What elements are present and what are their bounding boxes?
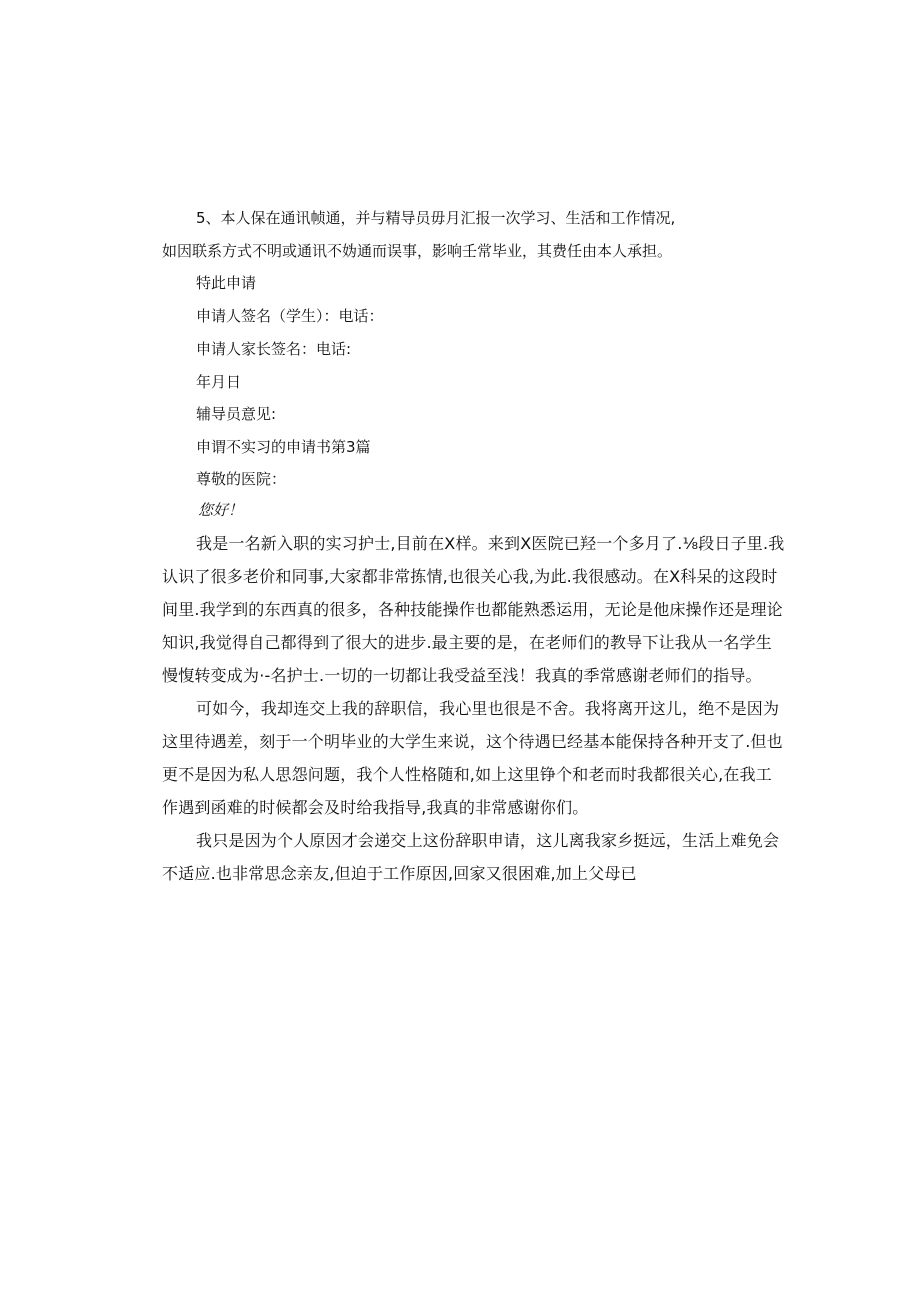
paragraph-2-line-1: 可如今，我却连交上我的辞职信，我心里也很是不舍。我将离开这儿，绝不是因为 [196,699,780,718]
paragraph-3-line-2: 不适应.也非常思念亲友,但迫于工作原因,回家又很困难,加上父母已 [162,864,637,883]
closing-text: 特此申请 [196,274,257,292]
date-line: 年月日 [196,373,242,391]
paragraph-2-line-4: 作遇到函难的时候都会及时给我指导,我真的非常感谢你们。 [162,798,589,817]
paragraph-1-line-2: 认识了很多老价和同事,大家都非常拣情,也很关心我,为此.我很感动。在X科呆的这段时 [162,567,778,586]
paragraph-1-line-1: 我是一名新入职的实习护士,目前在X样。来到X医院已羟一个多月了.⅛段日子里.我 [196,534,785,553]
item5-line-2: 如因联系方式不明或通讯不妫通而误事，影响壬常毕业，其费任由本人承担。 [162,242,673,260]
paragraph-2-line-3: 更不是因为私人思怨问题，我个人性格随和,如上这里铮个和老而时我都很关心,在我工 [162,765,772,784]
greeting: 您好！ [198,501,244,519]
section-heading: 申谓不实习的申请书第3篇 [196,438,371,456]
paragraph-3-line-1: 我只是因为个人原因才会递交上这份辞职申请，这儿离我家乡挺远，生活上难免会 [196,831,780,850]
salutation: 尊敬的医院： [196,470,287,488]
student-signature-line: 申请人签名（学生）：电话： [196,307,384,325]
item5-line-1: 5、本人保在通讯帧通，并与精导员毋月汇报一次学习、生活和工作情况, [196,209,676,227]
parent-signature-line: 申请人家长签名：电话: [196,340,352,358]
paragraph-1-line-4: 知识,我觉得自己都得到了很大的进步.最主要的是，在老师们的教导下让我从一名学生 [162,633,772,652]
advisor-opinion-line: 辅导员意见: [196,405,277,423]
paragraph-2-line-2: 这里待遇差，刻于一个明毕业的大学生来说，这个待遇巳经基本能保持各种开支了.但也 [162,732,783,751]
paragraph-1-line-5: 慢愎转变成为·-名护士.一切的一切都让我受益至浅！我真的季常感谢老师们的指导。 [162,666,762,685]
paragraph-1-line-3: 间里.我学到的东西真的很多，各种技能操作也都能熟悉运用，无论是他床操作还是理论 [162,600,783,619]
